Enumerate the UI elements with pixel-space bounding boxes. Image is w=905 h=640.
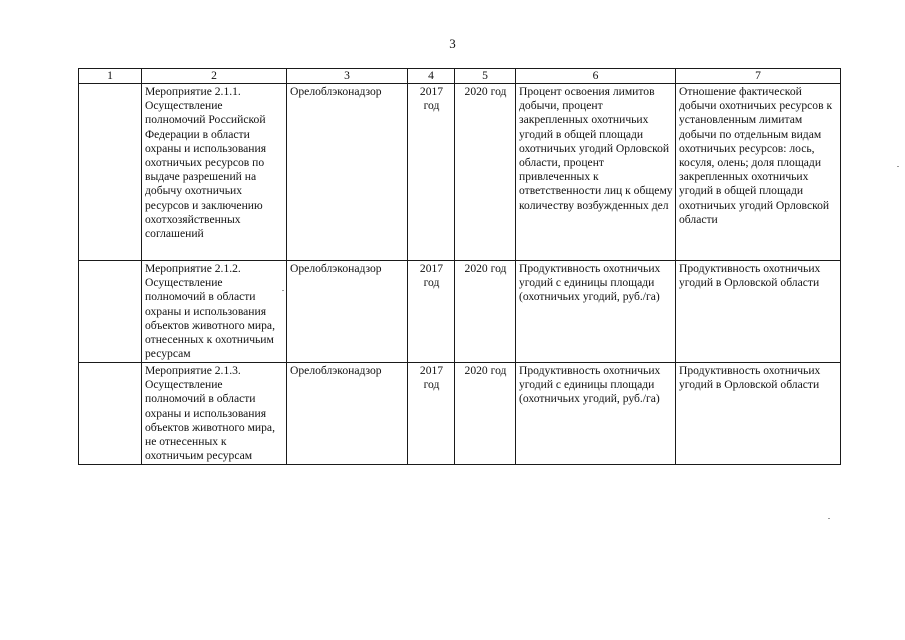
end-year-cell: 2020 год (455, 261, 516, 363)
end-year-cell: 2020 год (455, 84, 516, 261)
row-number-cell (79, 261, 142, 363)
result-cell: Продуктивность охотничьих угодий с единицы площади (охотничьих угодий, руб./га) (516, 363, 676, 465)
row-number-cell (79, 84, 142, 261)
result-cell: Продуктивность охотничьих угодий с единицы площади (охотничьих угодий, руб./га) (516, 261, 676, 363)
indicator-cell: Продуктивность охотничьих угодий в Орловской области (676, 363, 841, 465)
page-number: 3 (449, 36, 456, 51)
column-header: 5 (455, 69, 516, 84)
row-number-cell (79, 363, 142, 465)
measure-cell: Мероприятие 2.1.2. Осуществление полномочий в области охраны и использования объектов животного мира, отнесенных к охотничьим ресурсам (142, 261, 287, 363)
indicator-cell: Продуктивность охотничьих угодий в Орловской области (676, 261, 841, 363)
table-row (79, 261, 841, 363)
start-year-cell: 2017 год (408, 261, 455, 363)
measure-cell: Мероприятие 2.1.3. Осуществление полномочий в области охраны и использования объектов животного мира, не отнесенных к охотничьим ресурсам (142, 363, 287, 465)
column-header: 4 (408, 69, 455, 84)
executor-cell: Орелоблэконадзор (287, 363, 408, 465)
scan-speck (897, 166, 899, 167)
table-header-row (79, 69, 841, 84)
table-row (79, 84, 841, 261)
end-year-cell: 2020 год (455, 363, 516, 465)
scan-speck (282, 290, 284, 291)
column-header: 6 (516, 69, 676, 84)
column-header: 3 (287, 69, 408, 84)
scan-speck (828, 518, 830, 519)
table-row (79, 363, 841, 465)
executor-cell: Орелоблэконадзор (287, 261, 408, 363)
start-year-cell: 2017 год (408, 363, 455, 465)
column-header: 7 (676, 69, 841, 84)
result-cell: Процент освоения лимитов добычи, процент закрепленных охотничьих угодий в общей площади охотничьих угодий Орловской области, процент привлеченных к ответственности лиц к общему количеству возбужденных дел (516, 84, 676, 261)
start-year-cell: 2017 год (408, 84, 455, 261)
column-header: 1 (79, 69, 142, 84)
executor-cell: Орелоблэконадзор (287, 84, 408, 261)
indicator-cell: Отношение фактической добычи охотничьих ресурсов к установленным лимитам добычи по отдельным видам охотничьих ресурсов: лось, косуля, олень; доля площади закрепленных охотничьих угодий в общей площади охотничьих угодий Орловской области (676, 84, 841, 261)
measure-cell: Мероприятие 2.1.1. Осуществление полномочий Российской Федерации в области охраны и использования охотничьих ресурсов по выдаче разрешений на добычу охотничьих ресурсов и заключению охотхозяйственных соглашений (142, 84, 287, 261)
measures-table (78, 68, 841, 465)
column-header: 2 (142, 69, 287, 84)
